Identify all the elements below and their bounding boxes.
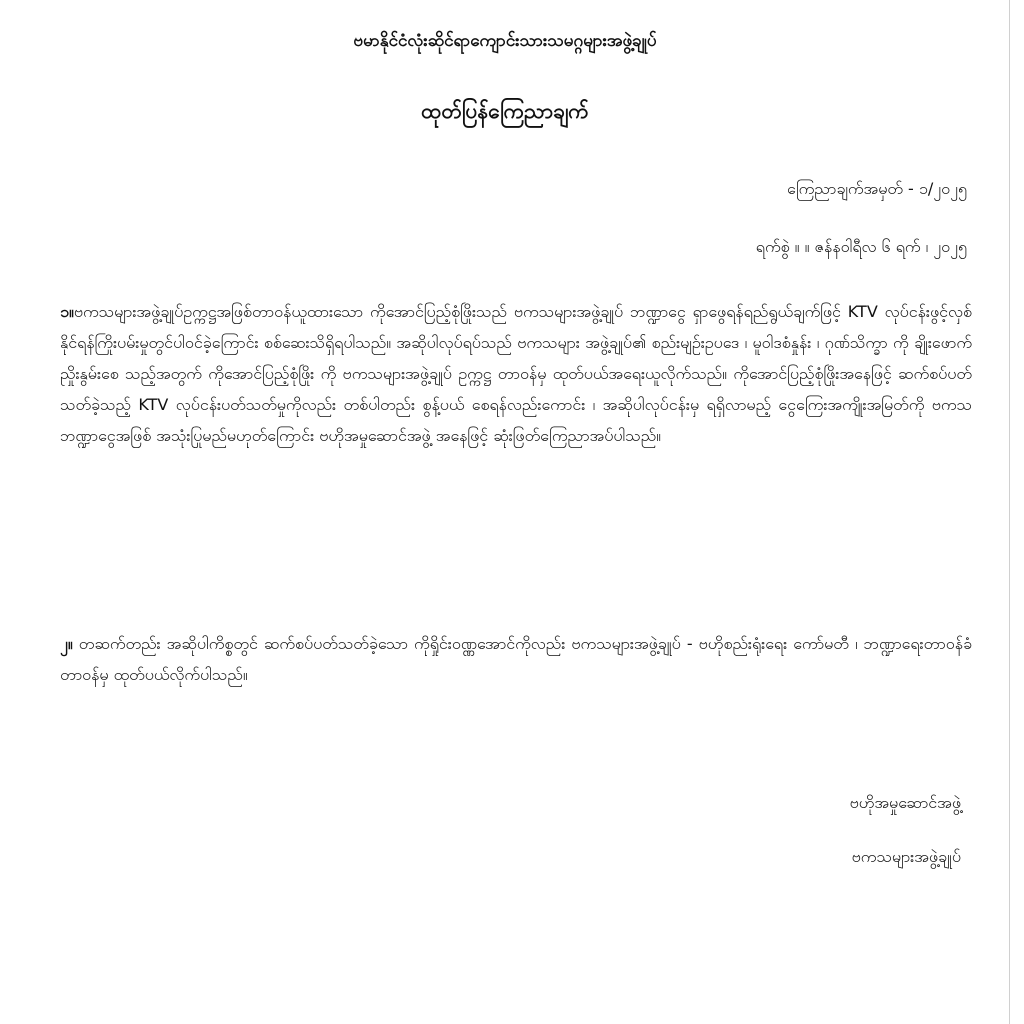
signature-organization: ဗကသများအဖွဲ့ချုပ်	[851, 847, 961, 866]
statement-date: ရက်စွဲ ။ ။ ဇန်နဝါရီလ ၆ ရက် ၊ ၂၀၂၅	[755, 237, 967, 256]
paragraph-1	[60, 296, 972, 451]
signature-committee: ဗဟိုအမှုဆောင်အဖွဲ့	[849, 793, 961, 812]
paragraph-2-text: တဆက်တည်း အဆိုပါကိစ္စတွင် ဆက်စပ်ပတ်သတ်ခဲ့သော ကိုရှိုင်းဝဏ္ဏအောင်ကိုလည်း ဗကသများအဖွဲ့ချုပ် - ဗဟိုစည်းရုံးရေး ကော်မတီ ၊ ဘဏ္ဍာရေးတာဝန်ခံတာဝန်မှ ထုတ်ပယ်လိုက်ပါသည်။	[60, 634, 973, 684]
paragraph-1-number: ၁။	[60, 302, 74, 321]
statement-title: ထုတ်ပြန်ကြေညာချက်	[421, 99, 589, 123]
paragraph-2-number: ၂။	[60, 634, 73, 653]
paragraph-1-text: ဗကသများအဖွဲ့ချုပ်ဥက္ကဋ္ဌအဖြစ်တာဝန်ယူထားသော ကိုအောင်ပြည့်စုံဖြိုးသည် ဗကသများအဖွဲ့ချုပ် ဘဏ္ဍာငွေ ရှာဖွေရန်ရည်ရွယ်ချက်ဖြင့် KTV လုပ်ငန်းဖွင့်လှစ်နိုင်ရန်ကြိုးပမ်းမှုတွင်ပါဝင်ခဲ့ကြောင်း စစ်ဆေးသိရှိရပါသည်။ အဆိုပါလုပ်ရပ်သည် ဗကသများ အဖွဲ့ချုပ်၏ စည်းမျဉ်းဥပဒေ ၊ မူဝါဒစံနှုန်း ၊ ဂုဏ်သိက္ခာ ကို ချိုးဖောက်ညှိုးနွမ်းစေ သည့်အတွက် ကိုအောင်ပြည့်စုံဖြိုး ကို ဗကသများအဖွဲ့ချုပ် ဥက္ကဋ္ဌ တာဝန်မှ ထုတ်ပယ်အရေးယူလိုက်သည်။ ကိုအောင်ပြည့်စုံဖြိုးအနေဖြင့် ဆက်စပ်ပတ်သတ်ခဲ့သည့် KTV လုပ်ငန်းပတ်သတ်မှုကိုလည်း တစ်ပါတည်း စွန့်ပယ် စေရန်လည်းကောင်း ၊ အဆိုပါလုပ်ငန်းမှ ရရှိလာမည့် ငွေကြေးအကျိုးအမြတ်ကို ဗကသဘဏ္ဍာငွေအဖြစ် အသုံးပြုမည်မဟုတ်ကြောင်း ဗဟိုအမှုဆောင်အဖွဲ့ အနေဖြင့် ဆုံးဖြတ်ကြေညာအပ်ပါသည်။	[60, 302, 973, 445]
paragraph-2	[60, 628, 972, 690]
organization-name: ဗမာနိုင်ငံလုံးဆိုင်ရာကျောင်းသားသမဂ္ဂများအဖွဲ့ချုပ်	[353, 31, 657, 51]
statement-reference-number: ကြေညာချက်အမှတ် - ၁/၂၀၂၅	[786, 179, 967, 198]
